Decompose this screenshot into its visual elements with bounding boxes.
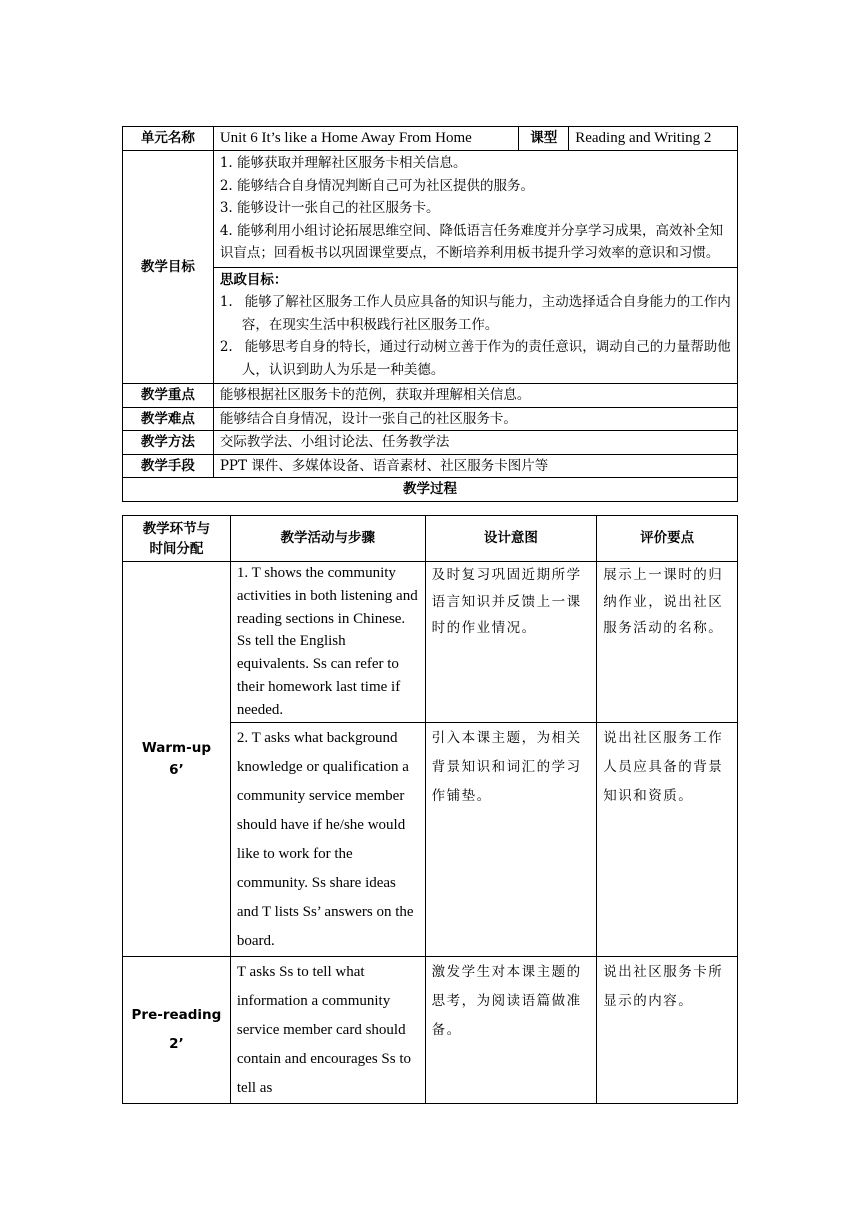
activity-cell: 2. T asks what background knowledge or qualification a community service member should have if he/she would like to work for the community. Ss share ideas and T lists Ss’ answers on the board. (230, 722, 425, 956)
goals-cell (213, 151, 737, 268)
stage-prereading (123, 956, 231, 1103)
goal-item: 1. 能够获取并理解社区服务卡相关信息。 (219, 155, 467, 171)
stage-name: Pre-reading (131, 1006, 222, 1023)
type-label: 课型 (519, 127, 569, 151)
key-value: 能够根据社区服务卡的范例，获取并理解相关信息。 (213, 384, 737, 408)
ideology-item: 2. 能够思考自身的特长，通过行动树立善于作为的责任意识，调动自己的力量帮助他人，认识到助人为乐是一种美德。 (219, 339, 731, 378)
goals-label: 教学目标 (123, 151, 214, 384)
unit-label: 单元名称 (123, 127, 214, 151)
goal-item: 3. 能够设计一张自己的社区服务卡。 (219, 200, 440, 216)
difficulty-label: 教学难点 (123, 407, 214, 431)
process-table (122, 515, 738, 1104)
activity-cell: T asks Ss to tell what information a community service member card should contain and encourages Ss to tell as (230, 956, 425, 1103)
key-label: 教学重点 (123, 384, 214, 408)
intent-cell: 及时复习巩固近期所学语言知识并反馈上一课时的作业情况。 (425, 562, 597, 723)
type-value: Reading and Writing 2 (569, 127, 738, 151)
method-label: 教学方法 (123, 431, 214, 455)
means-label: 教学手段 (123, 454, 214, 478)
header-intent: 设计意图 (425, 516, 597, 562)
activity-cell: 1. T shows the community activities in both listening and reading sections in Chinese. Ss tell the English equivalents. Ss can refer to their homework last time if needed. (230, 562, 425, 723)
info-table (122, 126, 738, 502)
stage-time: 6’ (169, 761, 184, 778)
evaluation-cell: 说出社区服务工作人员应具备的背景知识和资质。 (597, 722, 738, 956)
ideology-item: 1. 能够了解社区服务工作人员应具备的知识与能力，主动选择适合自身能力的工作内容，在现实生活中积极践行社区服务工作。 (219, 294, 731, 333)
evaluation-cell: 说出社区服务卡所显示的内容。 (597, 956, 738, 1103)
ideology-cell (213, 267, 737, 384)
process-title: 教学过程 (123, 478, 738, 502)
goal-item: 4. 能够利用小组讨论拓展思维空间、降低语言任务难度并分享学习成果，高效补全知识盲点；回看板书以巩固课堂要点，不断培养利用板书提升学习效率的意识和习惯。 (219, 222, 724, 261)
header-evaluation: 评价要点 (597, 516, 738, 562)
header-stage: 教学环节与 时间分配 (123, 516, 231, 562)
intent-cell: 引入本课主题，为相关背景知识和词汇的学习作铺垫。 (425, 722, 597, 956)
difficulty-value: 能够结合自身情况，设计一张自己的社区服务卡。 (213, 407, 737, 431)
ideology-title: 思政目标： (219, 271, 288, 288)
stage-time: 2’ (169, 1035, 184, 1052)
means-value: PPT 课件、多媒体设备、语音素材、社区服务卡图片等 (213, 454, 737, 478)
stage-name: Warm-up (141, 739, 211, 756)
unit-value: Unit 6 It’s like a Home Away From Home (213, 127, 518, 151)
intent-cell: 激发学生对本课主题的思考，为阅读语篇做准备。 (425, 956, 597, 1103)
goal-item: 2. 能够结合自身情况判断自己可为社区提供的服务。 (219, 177, 535, 194)
header-activity: 教学活动与步骤 (230, 516, 425, 562)
evaluation-cell: 展示上一课时的归纳作业，说出社区服务活动的名称。 (597, 562, 738, 723)
stage-warmup (123, 562, 231, 957)
method-value: 交际教学法、小组讨论法、任务教学法 (213, 431, 737, 455)
